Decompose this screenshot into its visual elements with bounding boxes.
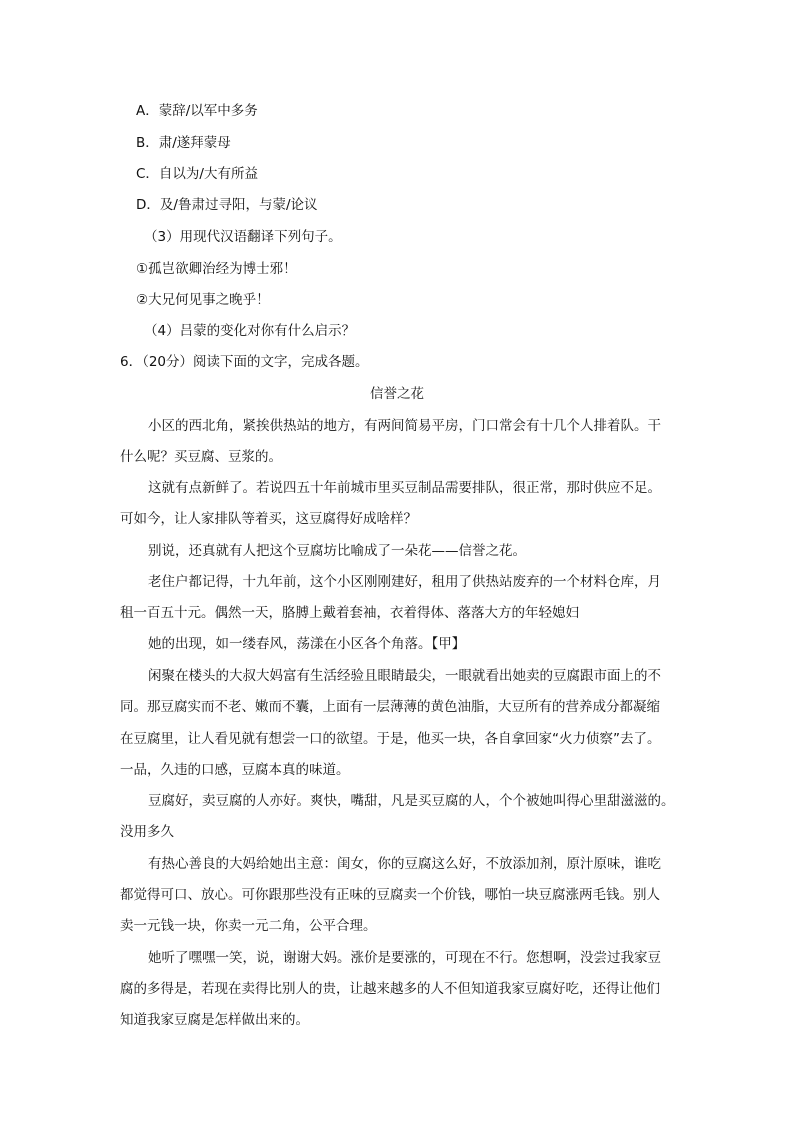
passage-line: 可如今，让人家排队等着买，这豆腐得好成啥样？ bbox=[120, 511, 417, 527]
sub-question-3: （3）用现代汉语翻译下列句子。 bbox=[144, 229, 342, 245]
sentence-2: ②大兄何见事之晚乎！ bbox=[136, 292, 270, 308]
question-6-heading: 6．（20分）阅读下面的文字，完成各题。 bbox=[120, 354, 369, 370]
passage-line: 租一百五十元。偶然一天，胳膊上戴着套袖，衣着得体、落落大方的年轻媳妇 bbox=[120, 605, 579, 621]
passage-line: 腐的多得是，若现在卖得比别人的贵，让越来越多的人不但知道我家豆腐好吃，还得让他们 bbox=[120, 981, 660, 997]
passage-line: 有热心善良的大妈给她出主意：闺女，你的豆腐这么好，不放添加剂，原汁原味，谁吃 bbox=[148, 856, 661, 872]
passage-line: 没用多久 bbox=[120, 824, 174, 840]
passage-line: 在豆腐里，让人看见就有想尝一口的欲望。于是，他买一块，各自拿回家“火力侦察”去了。 bbox=[120, 731, 661, 747]
passage-line: 豆腐好，卖豆腐的人亦好。爽快，嘴甜，凡是买豆腐的人，个个被她叫得心里甜滋滋的。 bbox=[148, 793, 675, 809]
option-c: C．自以为/大有所益 bbox=[136, 166, 258, 182]
option-b: B．肃/遂拜蒙母 bbox=[136, 135, 231, 151]
passage-line: 都觉得可口、放心。可你跟那些没有正味的豆腐卖一个价钱，哪怕一块豆腐涨两毛钱。别人 bbox=[120, 887, 660, 903]
passage-line: 她的出现，如一缕春风，荡漾在小区各个角落。【甲】 bbox=[148, 636, 466, 652]
passage-line: 卖一元钱一块，你卖一元二角，公平合理。 bbox=[120, 918, 377, 934]
passage-line: 这就有点新鲜了。若说四五十年前城市里买豆制品需要排队，很正常，那时供应不足。 bbox=[148, 480, 661, 496]
passage-line: 什么呢？买豆腐、豆浆的。 bbox=[120, 449, 282, 465]
option-a: A．蒙辞/以军中多务 bbox=[136, 103, 258, 119]
passage-line: 她听了嘿嘿一笑，说，谢谢大妈。涨价是要涨的，可现在不行。您想啊，没尝过我家豆 bbox=[148, 950, 661, 966]
sub-question-4: （4）吕蒙的变化对你有什么启示？ bbox=[144, 323, 356, 339]
option-d: D．及/鲁肃过寻阳，与蒙/论议 bbox=[136, 197, 318, 213]
passage-line: 知道我家豆腐是怎样做出来的。 bbox=[120, 1012, 309, 1028]
passage-line: 别说，还真就有人把这个豆腐坊比喻成了一朵花——信誉之花。 bbox=[148, 543, 526, 559]
passage-title: 信誉之花 bbox=[370, 386, 424, 402]
passage-line: 闲聚在楼头的大叔大妈富有生活经验且眼睛最尖，一眼就看出她卖的豆腐跟市面上的不 bbox=[148, 668, 661, 684]
sentence-1: ①孤岂欲卿治经为博士邪！ bbox=[136, 261, 297, 277]
passage-line: 老住户都记得，十九年前，这个小区刚刚建好，租用了供热站废弃的一个材料仓库，月 bbox=[148, 574, 661, 590]
passage-line: 一品，久违的口感，豆腐本真的味道。 bbox=[120, 762, 350, 778]
passage-line: 小区的西北角，紧挨供热站的地方，有两间简易平房，门口常会有十几个人排着队。干 bbox=[148, 418, 661, 434]
passage-line: 同。那豆腐实而不老、嫩而不囊，上面有一层薄薄的黄色油脂，大豆所有的营养成分都凝缩 bbox=[120, 699, 660, 715]
